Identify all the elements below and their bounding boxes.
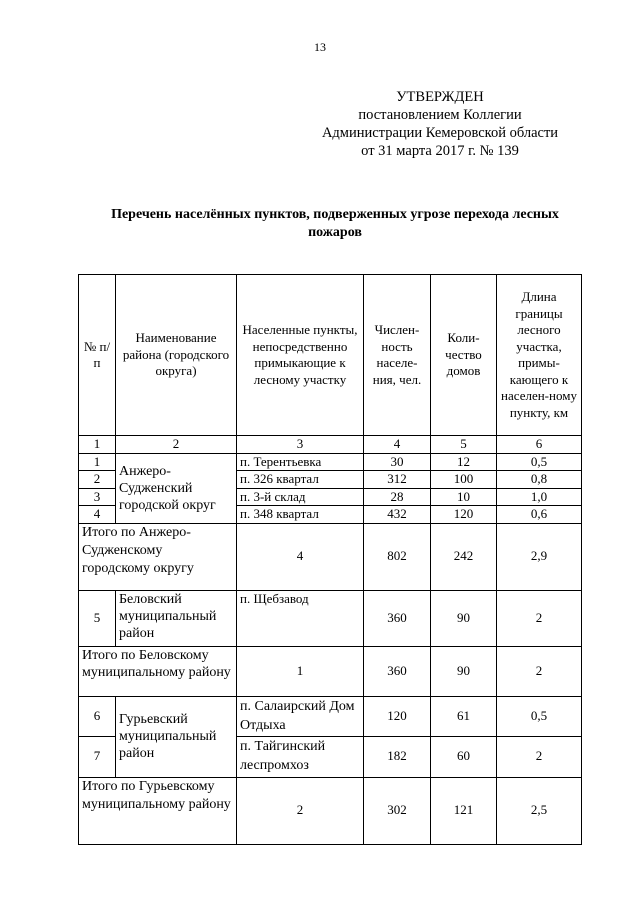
- row-num: 2: [79, 471, 116, 489]
- approval-line: постановлением Коллегии: [358, 107, 522, 123]
- row-num: 6: [79, 696, 116, 736]
- approval-date: от 31 марта 2017 г. № 139: [361, 143, 519, 159]
- col-number: 1: [79, 436, 116, 454]
- population-value: 120: [364, 696, 431, 736]
- total-population: 360: [364, 646, 431, 696]
- approval-block: [300, 88, 580, 160]
- total-count: 2: [237, 777, 364, 844]
- houses-value: 61: [431, 696, 497, 736]
- document-title: Перечень населённых пунктов, подверженных угрозе перехода лесных пожаров: [111, 207, 559, 240]
- total-houses: 242: [431, 523, 497, 590]
- houses-value: 12: [431, 453, 497, 471]
- houses-value: 120: [431, 506, 497, 524]
- settlement-name: п. Тайгинский леспромхоз: [237, 736, 364, 777]
- population-value: 28: [364, 488, 431, 506]
- district-name: Анжеро-Судженский городской округ: [116, 453, 237, 523]
- total-population: 302: [364, 777, 431, 844]
- col-number: 4: [364, 436, 431, 454]
- row-num: 5: [79, 590, 116, 646]
- total-houses: 90: [431, 646, 497, 696]
- houses-value: 90: [431, 590, 497, 646]
- border-value: 2: [497, 590, 582, 646]
- houses-value: 60: [431, 736, 497, 777]
- settlement-name: п. Салаирский Дом Отдыха: [237, 696, 364, 736]
- settlement-name: п. 3-й склад: [237, 488, 364, 506]
- header-houses: Коли-чество домов: [431, 275, 497, 436]
- total-row: [79, 646, 582, 696]
- border-value: 0,8: [497, 471, 582, 489]
- population-value: 312: [364, 471, 431, 489]
- header-settlement: Населенные пункты, непосредственно примыкающие к лесному участку: [237, 275, 364, 436]
- header-num: № п/п: [79, 275, 116, 436]
- total-label: Итого по Беловскому муниципальному району: [79, 646, 237, 696]
- approval-heading: УТВЕРЖДЕН: [396, 89, 484, 105]
- total-count: 1: [237, 646, 364, 696]
- total-label: Итого по Анжеро-Судженскому городскому округу: [79, 523, 237, 590]
- table-row: [79, 453, 582, 471]
- total-label: Итого по Гурьевскому муниципальному району: [79, 777, 237, 844]
- total-houses: 121: [431, 777, 497, 844]
- settlement-name: п. 348 квартал: [237, 506, 364, 524]
- settlement-name: п. Щебзавод: [237, 590, 364, 646]
- border-value: 1,0: [497, 488, 582, 506]
- row-num: 7: [79, 736, 116, 777]
- district-name: Гурьевский муниципальный район: [116, 696, 237, 777]
- settlements-table: [78, 274, 582, 845]
- population-value: 432: [364, 506, 431, 524]
- header-population: Числен-ность населе-ния, чел.: [364, 275, 431, 436]
- col-number: 2: [116, 436, 237, 454]
- total-row: [79, 777, 582, 844]
- settlement-name: п. 326 квартал: [237, 471, 364, 489]
- header-border-length: Длина границы лесного участка, примы-кающего к населен-ному пункту, км: [497, 275, 582, 436]
- row-num: 4: [79, 506, 116, 524]
- population-value: 360: [364, 590, 431, 646]
- table-row: [79, 696, 582, 736]
- row-num: 3: [79, 488, 116, 506]
- houses-value: 10: [431, 488, 497, 506]
- settlement-name: п. Терентьевка: [237, 453, 364, 471]
- total-count: 4: [237, 523, 364, 590]
- border-value: 0,5: [497, 453, 582, 471]
- table-header-row: [79, 275, 582, 436]
- table-row: [79, 590, 582, 646]
- total-border: 2: [497, 646, 582, 696]
- col-number: 6: [497, 436, 582, 454]
- houses-value: 100: [431, 471, 497, 489]
- total-population: 802: [364, 523, 431, 590]
- border-value: 0,6: [497, 506, 582, 524]
- col-number: 3: [237, 436, 364, 454]
- header-district: Наименование района (городского округа): [116, 275, 237, 436]
- total-border: 2,5: [497, 777, 582, 844]
- approval-line: Администрации Кемеровской области: [321, 125, 559, 141]
- population-value: 30: [364, 453, 431, 471]
- col-number: 5: [431, 436, 497, 454]
- district-name: Беловский муниципальный район: [116, 590, 237, 646]
- border-value: 0,5: [497, 696, 582, 736]
- population-value: 182: [364, 736, 431, 777]
- row-num: 1: [79, 453, 116, 471]
- column-number-row: [79, 436, 582, 454]
- border-value: 2: [497, 736, 582, 777]
- page-number: 13: [314, 40, 326, 54]
- total-row: [79, 523, 582, 590]
- total-border: 2,9: [497, 523, 582, 590]
